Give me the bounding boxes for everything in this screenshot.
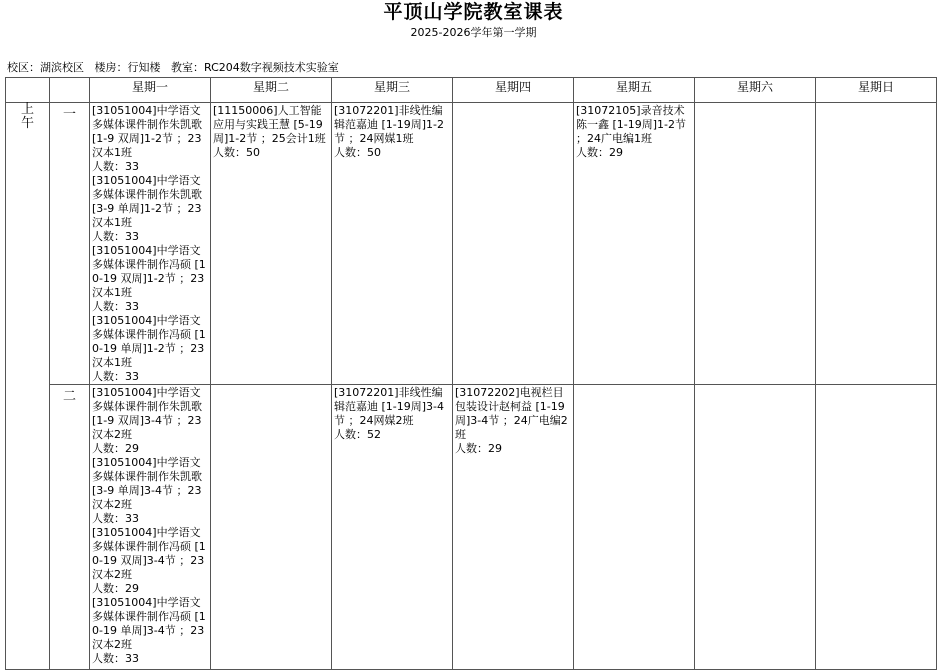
course-entry: [11150006]人工智能应用与实践王慧 [5-19周]1-2节 ；25会计1班 [213, 104, 326, 145]
day-header-mon: 星期一 [90, 78, 211, 103]
header-row [6, 78, 937, 103]
cell-s1-fri [574, 103, 695, 385]
course-entry: 人数：29 [92, 442, 139, 455]
course-entry: 人数：29 [92, 582, 139, 595]
course-entry: 人数：52 [334, 428, 381, 441]
cell-s1-wed [332, 103, 453, 385]
period-label-text: 上午 [20, 102, 34, 131]
course-entry: 人数：33 [92, 512, 139, 525]
course-entry: [31072201]非线性编辑范嘉迪 [1-19周]1-2节 ；24网媒1班 [334, 104, 445, 145]
course-entry: 人数：33 [92, 160, 139, 173]
period-label-morning [6, 103, 50, 670]
course-entry: [31051004]中学语文多媒体课件制作朱凯歌 [3-9 单周]1-2节 ；23汉本1班 [92, 174, 202, 229]
day-header-fri: 星期五 [574, 78, 695, 103]
cell-s2-thu [453, 385, 574, 670]
cell-s1-mon [90, 103, 211, 385]
course-entry: [31051004]中学语文多媒体课件制作冯硕 [10-19 双周]3-4节 ；23汉本2班 [92, 526, 206, 581]
slot-row-1 [6, 103, 937, 385]
slot-row-2 [6, 385, 937, 670]
day-header-tue: 星期二 [211, 78, 332, 103]
cell-s2-sat [695, 385, 816, 670]
day-header-sun: 星期日 [816, 78, 937, 103]
course-entry: [31051004]中学语文多媒体课件制作朱凯歌 [1-9 双周]1-2节 ；23汉本1班 [92, 104, 202, 159]
course-entry: [31051004]中学语文多媒体课件制作朱凯歌 [1-9 双周]3-4节 ；23汉本2班 [92, 386, 202, 441]
course-entry: [31072105]录音技术陈一鑫 [1-19周]1-2节 ；24广电编1班 [576, 104, 687, 145]
course-entry: 人数：29 [455, 442, 502, 455]
day-header-sat: 星期六 [695, 78, 816, 103]
term-subtitle: 2025-2026学年第一学期 [410, 26, 537, 39]
course-entry: 人数：29 [576, 146, 623, 159]
course-entry: 人数：33 [92, 370, 139, 383]
course-entry: [31051004]中学语文多媒体课件制作冯硕 [10-19 单周]1-2节 ；23汉本1班 [92, 314, 206, 369]
corner-cell [6, 78, 50, 103]
corner-cell [50, 78, 90, 103]
cell-s2-tue [211, 385, 332, 670]
course-entry: [31051004]中学语文多媒体课件制作朱凯歌 [3-9 单周]3-4节 ；23汉本2班 [92, 456, 202, 511]
day-header-wed: 星期三 [332, 78, 453, 103]
course-entry: 人数：50 [213, 146, 260, 159]
cell-s1-sun [816, 103, 937, 385]
course-entry: [31051004]中学语文多媒体课件制作冯硕 [10-19 单周]3-4节 ；23汉本2班 [92, 596, 206, 651]
course-entry: 人数：33 [92, 300, 139, 313]
slot-label-2: 二 [50, 385, 90, 670]
cell-s2-fri [574, 385, 695, 670]
cell-s1-sat [695, 103, 816, 385]
timetable [5, 77, 937, 670]
slot-label-1: 一 [50, 103, 90, 385]
cell-s1-tue [211, 103, 332, 385]
cell-s2-mon [90, 385, 211, 670]
cell-s2-wed [332, 385, 453, 670]
day-header-thu: 星期四 [453, 78, 574, 103]
course-entry: 人数：33 [92, 230, 139, 243]
course-entry: 人数：50 [334, 146, 381, 159]
course-entry: [31072202]电视栏目包装设计赵柯益 [1-19周]3-4节 ；24广电编2班 [455, 386, 568, 441]
cell-s2-sun [816, 385, 937, 670]
location-info: 校区：湖滨校区 楼房：行知楼 教室：RC204数字视频技术实验室 [7, 61, 339, 74]
course-entry: 人数：33 [92, 652, 139, 665]
cell-s1-thu [453, 103, 574, 385]
page-title: 平顶山学院教室课表 [383, 1, 564, 23]
course-entry: [31072201]非线性编辑范嘉迪 [1-19周]3-4节 ；24网媒2班 [334, 386, 445, 427]
course-entry: [31051004]中学语文多媒体课件制作冯硕 [10-19 双周]1-2节 ；23汉本1班 [92, 244, 206, 299]
